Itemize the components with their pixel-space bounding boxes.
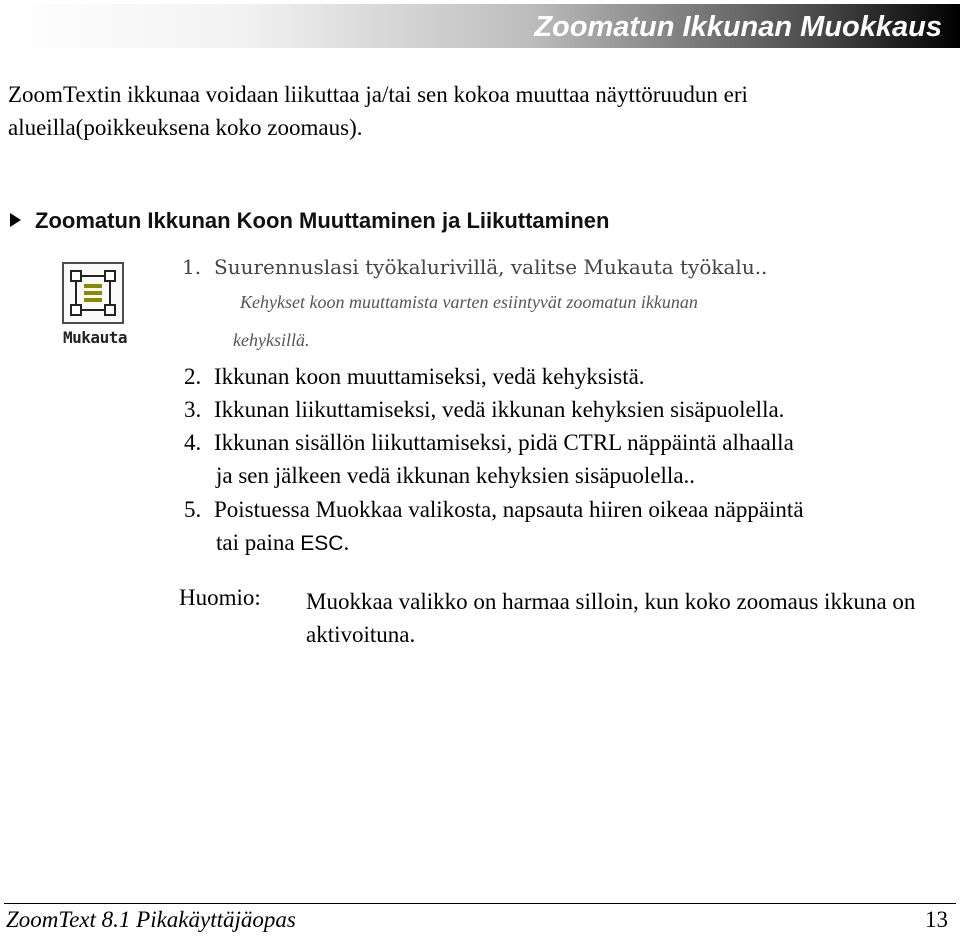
step-text: Ikkunan koon muuttamiseksi, vedä kehyksistä. <box>214 364 645 389</box>
esc-key: ESC <box>300 532 344 555</box>
step-number: 2. <box>184 364 202 389</box>
step-number: 5. <box>184 497 202 522</box>
mukauta-tool-icon <box>54 262 136 350</box>
page-number: 13 <box>925 907 948 932</box>
step-text: Poistuessa Muokkaa valikosta, napsauta hiiren oikeaa näppäintä <box>214 497 804 522</box>
header-bar <box>4 4 960 48</box>
note-text: Muokkaa valikko on harmaa silloin, kun koko zoomaus ikkuna on aktivoituna. <box>306 589 916 647</box>
step-text <box>216 530 349 556</box>
frame-icon <box>62 262 124 324</box>
step-text-prefix: tai paina <box>216 530 301 555</box>
step-text: Suurennuslasi työkalurivillä, valitse Mukauta työkalu.. <box>214 255 768 279</box>
step-number: 4. <box>184 430 202 455</box>
step-note: Kehykset koon muuttamista varten esiintyvät zoomatun ikkunan <box>240 292 698 312</box>
step-text: ja sen jälkeen vedä ikkunan kehyksien sisäpuolella.. <box>216 463 696 488</box>
tool-icon-label: Mukauta <box>63 328 127 347</box>
footer-title: ZoomText 8.1 Pikakäyttäjäopas <box>6 907 296 932</box>
step-number: 1. <box>182 255 202 279</box>
step-note: kehyksillä. <box>233 330 310 350</box>
step-text: Ikkunan liikuttamiseksi, vedä ikkunan kehyksien sisäpuolella. <box>214 397 785 422</box>
page-title: Zoomatun Ikkunan Muokkaus <box>534 11 942 43</box>
step-text: Ikkunan sisällön liikuttamiseksi, pidä CTRL näppäintä alhaalla <box>214 430 794 455</box>
step-number: 3. <box>184 397 202 422</box>
note-label: Huomio: <box>179 585 261 610</box>
step-text-suffix: . <box>343 530 350 555</box>
footer-divider <box>4 903 956 904</box>
resize-handles-icon <box>64 264 122 322</box>
section-heading <box>10 208 609 234</box>
intro-paragraph: ZoomTextin ikkunaa voidaan liikuttaa ja/tai sen kokoa muuttaa näyttöruudun eri alueilla(poikkeuksena koko zoomaus). <box>8 82 748 140</box>
triangle-right-icon <box>10 213 21 227</box>
section-heading-text: Zoomatun Ikkunan Koon Muuttaminen ja Liikuttaminen <box>35 208 610 233</box>
